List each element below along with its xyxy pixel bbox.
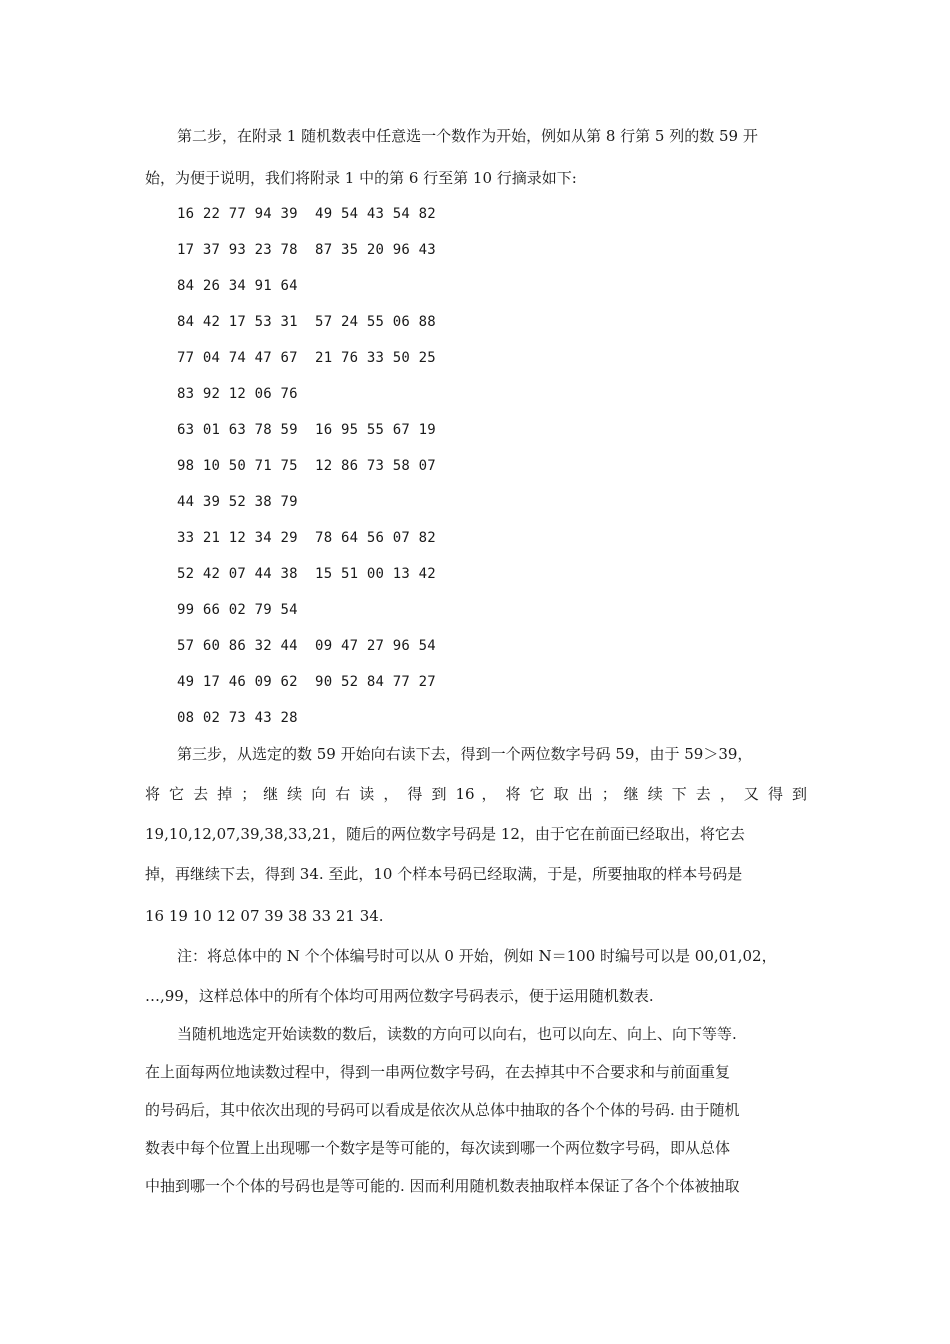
table-row: 52 42 07 44 38 15 51 00 13 42 <box>177 566 436 582</box>
table-row: 83 92 12 06 76 <box>177 386 298 402</box>
note-line-1: 注：将总体中的 N 个个体编号时可以从 0 开始，例如 N＝100 时编号可以是 00,01,02， <box>177 947 777 965</box>
table-row: 16 22 77 94 39 49 54 43 54 82 <box>177 206 436 222</box>
step3-line-2: 将 它 去 掉 ； 继 续 向 右 读 ， 得 到 16 ， 将 它 取 出 ； 继 续 下 去 ， 又 得 到 <box>145 785 807 803</box>
step2-line-1: 第二步，在附录 1 随机数表中任意选一个数作为开始，例如从第 8 行第 5 列的数 59 开 <box>177 127 758 145</box>
para-line-1: 当随机地选定开始读数的数后，读数的方向可以向右，也可以向左、向上、向下等等. <box>177 1025 737 1043</box>
table-row: 84 26 34 91 64 <box>177 278 298 294</box>
step3-line-3: 19,10,12,07,39,38,33,21，随后的两位数字号码是 12，由于它在前面已经取出，将它去 <box>145 825 745 843</box>
para-line-2: 在上面每两位地读数过程中，得到一串两位数字号码，在去掉其中不合要求和与前面重复 <box>145 1063 731 1081</box>
step3-line-4: 掉，再继续下去，得到 34. 至此，10 个样本号码已经取满，于是，所要抽取的样本号码是 <box>145 865 743 883</box>
sample-numbers: 16 19 10 12 07 39 38 33 21 34. <box>145 907 384 925</box>
table-row: 17 37 93 23 78 87 35 20 96 43 <box>177 242 436 258</box>
table-row: 33 21 12 34 29 78 64 56 07 82 <box>177 530 436 546</box>
step2-line-2: 始，为便于说明，我们将附录 1 中的第 6 行至第 10 行摘录如下: <box>145 169 577 187</box>
table-row: 98 10 50 71 75 12 86 73 58 07 <box>177 458 436 474</box>
para-line-4: 数表中每个位置上出现哪一个数字是等可能的，每次读到哪一个两位数字号码，即从总体 <box>145 1139 731 1157</box>
para-line-5: 中抽到哪一个个体的号码也是等可能的. 因而利用随机数表抽取样本保证了各个个体被抽取 <box>145 1177 740 1195</box>
table-row: 57 60 86 32 44 09 47 27 96 54 <box>177 638 436 654</box>
note-line-2: …,99，这样总体中的所有个体均可用两位数字号码表示，便于运用随机数表. <box>145 987 654 1005</box>
table-row: 49 17 46 09 62 90 52 84 77 27 <box>177 674 436 690</box>
table-row: 44 39 52 38 79 <box>177 494 298 510</box>
table-row: 99 66 02 79 54 <box>177 602 298 618</box>
table-row: 84 42 17 53 31 57 24 55 06 88 <box>177 314 436 330</box>
para-line-3: 的号码后，其中依次出现的号码可以看成是依次从总体中抽取的各个个体的号码. 由于随机 <box>145 1101 740 1119</box>
step3-line-1: 第三步，从选定的数 59 开始向右读下去，得到一个两位数字号码 59，由于 59＞39， <box>177 745 753 763</box>
table-row: 08 02 73 43 28 <box>177 710 298 726</box>
table-row: 77 04 74 47 67 21 76 33 50 25 <box>177 350 436 366</box>
table-row: 63 01 63 78 59 16 95 55 67 19 <box>177 422 436 438</box>
